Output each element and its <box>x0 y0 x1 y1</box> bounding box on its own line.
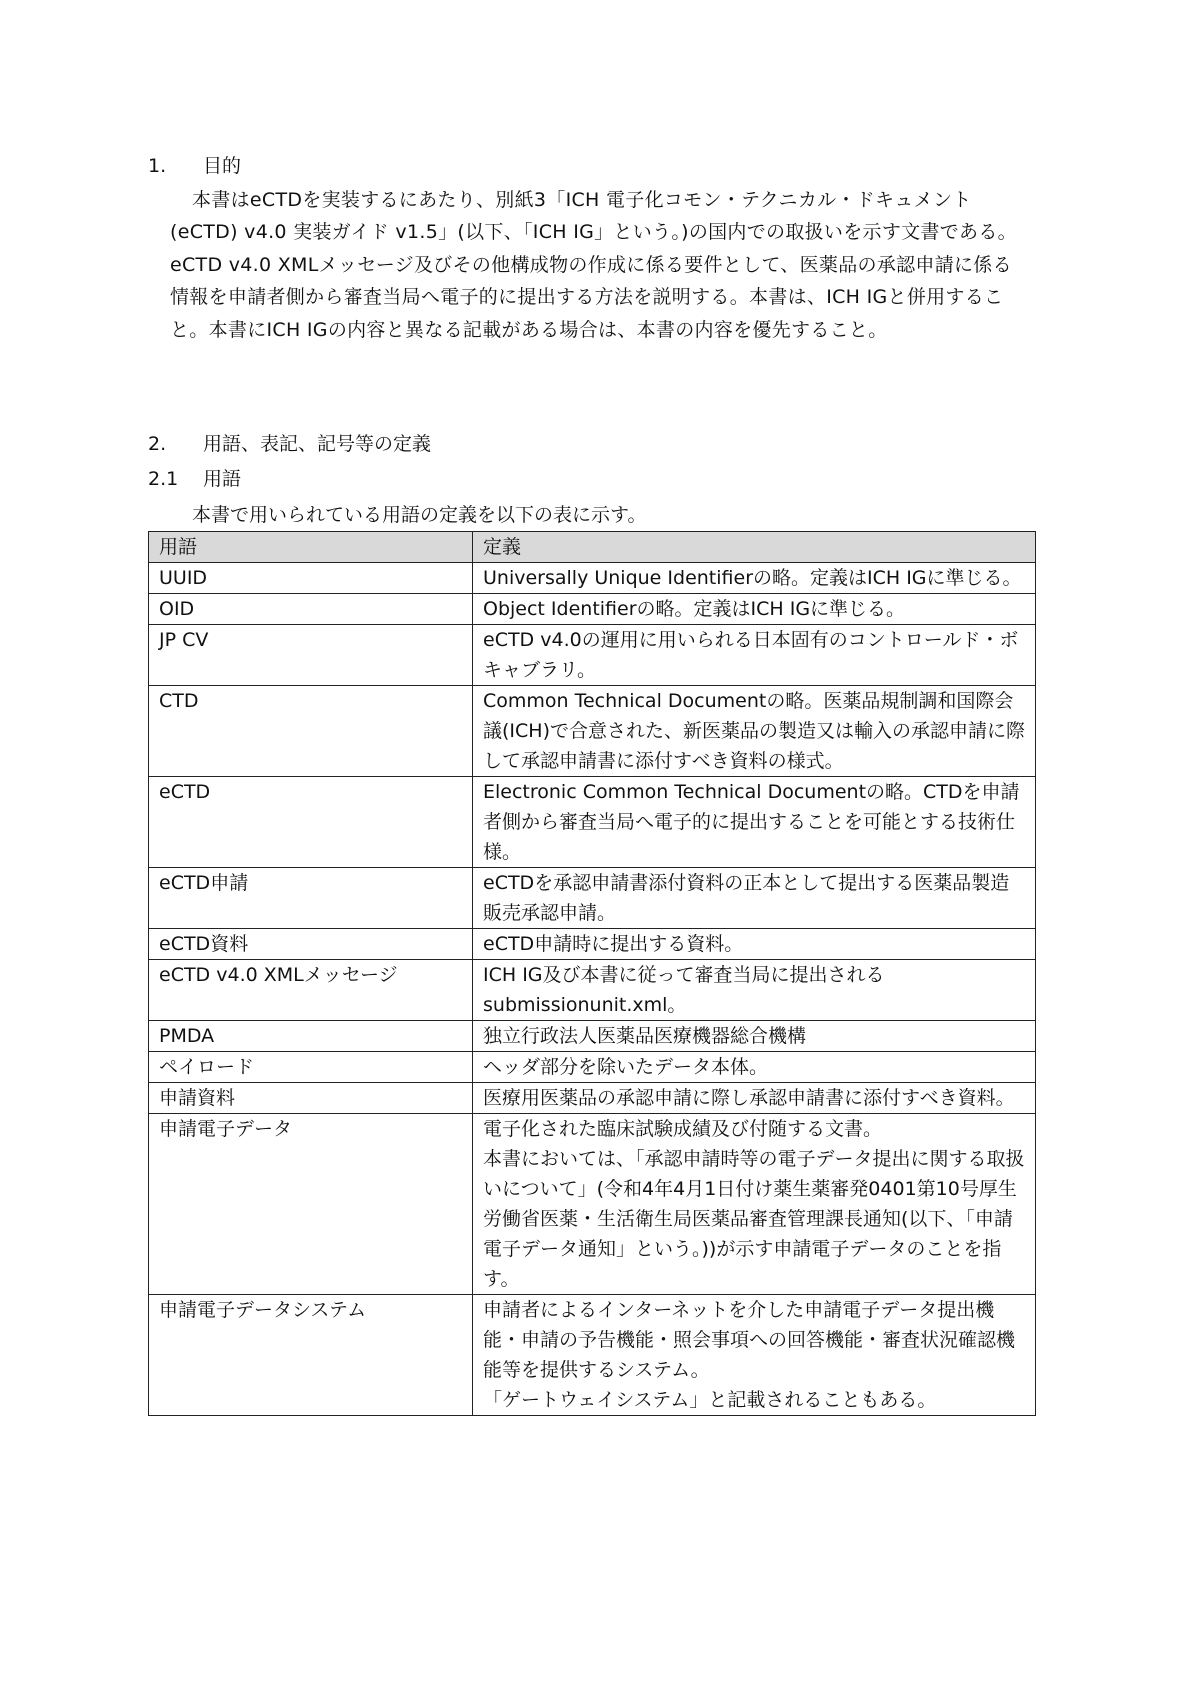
definition-text: 「ゲートウェイシステム」と記載されることもある。 <box>483 1389 937 1411</box>
term-cell: eCTD <box>149 777 473 868</box>
definition-cell <box>473 1021 1036 1052</box>
definition-cell <box>473 686 1036 777</box>
definition-cell <box>473 1052 1036 1083</box>
table-row <box>149 960 1036 1021</box>
table-row <box>149 1295 1036 1416</box>
definition-text: 独立行政法人医薬品医療機器総合機構 <box>483 1025 807 1047</box>
table-row <box>149 1021 1036 1052</box>
table-row <box>149 777 1036 868</box>
term-cell: JP CV <box>149 625 473 686</box>
definition-text: 電子化された臨床試験成績及び付随する文書。 <box>483 1118 883 1140</box>
table-row <box>149 929 1036 960</box>
definition-text: Common Technical Documentの略。医薬品規制調和国際会議(ICH)で合意された、新医薬品の製造又は輸入の承認申請に際して承認申請書に添付すべき資料の様式。 <box>483 690 1025 772</box>
definition-cell <box>473 960 1036 1021</box>
table-header-row <box>149 532 1036 563</box>
definition-text: Electronic Common Technical Documentの略。CTDを申請者側から審査当局へ電子的に提出することを可能とする技術仕様。 <box>483 781 1020 863</box>
term-cell: 申請電子データシステム <box>149 1295 473 1416</box>
definition-text: Universally Unique Identifierの略。定義はICH IGに準じる。 <box>483 567 1022 589</box>
definition-text: eCTD v4.0の運用に用いられる日本固有のコントロールド・ボキャブラリ。 <box>483 629 1019 681</box>
definition-text: 本書においては、「承認申請時等の電子データ提出に関する取扱いについて」(令和4年4月1日付け薬生薬審発0401第10号厚生労働省医薬・生活衛生局医薬品審査管理課長通知(以下、「申請電子データ通知」という。))が示す申請電子データのことを指す。 <box>483 1148 1025 1290</box>
table-intro-text: 本書で用いられている用語の定義を以下の表に示す。 <box>192 504 647 526</box>
term-cell: eCTD資料 <box>149 929 473 960</box>
section-title: 用語 <box>203 468 242 490</box>
definition-cell <box>473 777 1036 868</box>
definition-cell <box>473 625 1036 686</box>
table-row <box>149 1114 1036 1295</box>
section-number: 2. <box>148 433 167 455</box>
section-number: 1. <box>148 155 167 177</box>
term-cell: PMDA <box>149 1021 473 1052</box>
terms-table <box>148 531 1036 1416</box>
section-1-paragraph: 本書はeCTDを実装するにあたり、別紙3「ICH 電子化コモン・テクニカル・ドキュメント(eCTD) v4.0 実装ガイド v1.5」(以下、「ICH IG」という。)の国内での取扱いを示す文書である。eCTD v4.0 XMLメッセージ及びその他構成物の作成に係る要件として、医薬品の承認申請に係る情報を申請者側から審査当局へ電子的に提出する方法を説明する。本書は、ICH IGと併用すること。本書にICH IGの内容と異なる記載がある場合は、本書の内容を優先すること。 <box>170 189 1017 341</box>
definition-text: 医療用医薬品の承認申請に際し承認申請書に添付すべき資料。 <box>483 1087 1015 1109</box>
term-cell: 申請電子データ <box>149 1114 473 1295</box>
term-cell: ペイロード <box>149 1052 473 1083</box>
definition-text: eCTD申請時に提出する資料。 <box>483 933 744 955</box>
definition-cell <box>473 929 1036 960</box>
section-1-heading <box>148 150 241 182</box>
table-row <box>149 868 1036 929</box>
term-cell: UUID <box>149 563 473 594</box>
definition-text: 申請者によるインターネットを介した申請電子データ提出機能・申請の予告機能・照会事項への回答機能・審査状況確認機能等を提供するシステム。 <box>483 1299 1016 1381</box>
term-cell: eCTD v4.0 XMLメッセージ <box>149 960 473 1021</box>
definition-text: Object Identifierの略。定義はICH IGに準じる。 <box>483 598 906 620</box>
definition-text: ヘッダ部分を除いたデータ本体。 <box>483 1056 769 1078</box>
header-term: 用語 <box>149 532 473 563</box>
table-row <box>149 594 1036 625</box>
definition-cell <box>473 1295 1036 1416</box>
term-cell: CTD <box>149 686 473 777</box>
definition-cell <box>473 1083 1036 1114</box>
term-cell: 申請資料 <box>149 1083 473 1114</box>
definition-cell <box>473 868 1036 929</box>
table-row <box>149 1083 1036 1114</box>
section-2-1-heading <box>148 463 241 495</box>
definition-text: ICH IG及び本書に従って審査当局に提出される submissionunit.xml。 <box>483 964 885 1016</box>
term-cell: eCTD申請 <box>149 868 473 929</box>
section-number: 2.1 <box>148 468 179 490</box>
definition-cell <box>473 563 1036 594</box>
definition-text: eCTDを承認申請書添付資料の正本として提出する医薬品製造販売承認申請。 <box>483 872 1010 924</box>
table-row <box>149 1052 1036 1083</box>
header-definition: 定義 <box>473 532 1036 563</box>
table-body <box>149 563 1036 1416</box>
term-cell: OID <box>149 594 473 625</box>
section-title: 目的 <box>203 155 242 177</box>
definition-cell <box>473 594 1036 625</box>
table-row <box>149 625 1036 686</box>
definition-cell <box>473 1114 1036 1295</box>
section-2-heading <box>148 428 431 460</box>
table-row <box>149 686 1036 777</box>
table-row <box>149 563 1036 594</box>
section-title: 用語、表記、記号等の定義 <box>203 433 432 455</box>
